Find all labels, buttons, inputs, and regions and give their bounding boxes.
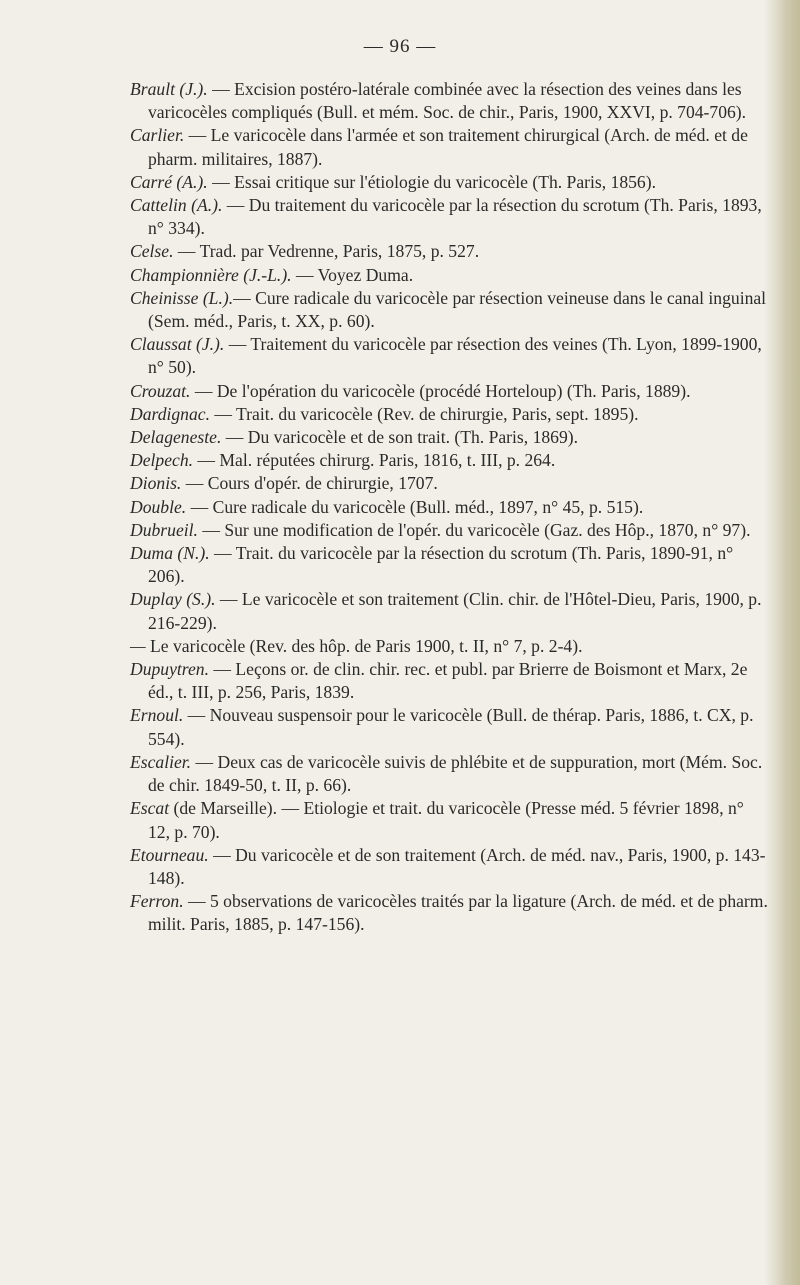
entry-author: Carré (A.). [130, 171, 208, 192]
bibliography-entry [130, 171, 770, 194]
bibliography-entry [130, 658, 770, 704]
entry-author: Cattelin (A.). [130, 195, 223, 216]
bibliography-entry [130, 78, 770, 124]
entry-author: Etourneau. [130, 844, 209, 865]
entry-text: — Trait. du varicocèle (Rev. de chirurgie, Paris, sept. 1895). [209, 403, 639, 424]
entry-text: — Trait. du varicocèle par la résection du scrotum (Th. Paris, 1890-91, n° 206). [148, 543, 734, 587]
bibliography-entry [130, 635, 770, 658]
entry-text: — Du varicocèle et de son trait. (Th. Paris, 1869). [221, 427, 579, 448]
entry-text: — De l'opération du varicocèle (procédé Horteloup) (Th. Paris, 1889). [190, 380, 691, 401]
entry-author: Ernoul. [130, 705, 184, 726]
entry-text: (de Marseille). — Etiologie et trait. du varicocèle (Presse méd. 5 février 1898, n° 12, p. 70). [148, 798, 744, 842]
entry-text: — Le varicocèle et son traitement (Clin. chir. de l'Hôtel-Dieu, Paris, 1900, p. 216-229). [148, 589, 762, 633]
bibliography-entry [130, 797, 770, 843]
entry-author: Duplay (S.). [130, 589, 216, 610]
entry-author: Celse. [130, 241, 174, 262]
entry-author: Escalier. [130, 751, 192, 772]
entry-text: — Traitement du varicocèle par résection des veines (Th. Lyon, 1899-1900, n° 50). [148, 334, 762, 378]
entry-author: Cheinisse (L.). [130, 287, 234, 308]
bibliography-entry [130, 890, 770, 936]
entry-text: — Sur une modification de l'opér. du varicocèle (Gaz. des Hôp., 1870, n° 97). [197, 519, 751, 540]
entry-author: Championnière (J.-L.). [130, 264, 292, 285]
bibliography-entry [130, 542, 770, 588]
entry-text: — Cure radicale du varicocèle par résection veineuse dans le canal inguinal (Sem. méd., Paris, t. XX, p. 60). [148, 287, 767, 332]
entry-author: Escat [130, 798, 170, 819]
entry-author: Double. [130, 496, 187, 517]
entry-author: Dupuytren. [130, 659, 209, 680]
entry-text: — Trad. par Vedrenne, Paris, 1875, p. 527. [173, 241, 480, 262]
entry-text: — Excision postéro-latérale combinée avec la résection des veines dans les varicocèles compliqués (Bull. et mém. Soc. de chir., Paris, 1900, XXVI, p. 704-706). [148, 79, 747, 123]
bibliography-entry [130, 472, 770, 495]
bibliography-entry [130, 194, 770, 240]
bibliography-entry [130, 496, 770, 519]
entry-text: — Le varicocèle dans l'armée et son traitement chirurgical (Arch. de méd. et de pharm. militaires, 1887). [148, 125, 748, 169]
entry-text: — Cure radicale du varicocèle (Bull. méd., 1897, n° 45, p. 515). [186, 496, 644, 517]
entry-text: Le varicocèle (Rev. des hôp. de Paris 1900, t. II, n° 7, p. 2-4). [145, 635, 583, 656]
entry-author: Claussat (J.). [130, 334, 225, 355]
entry-text: — 5 observations de varicocèles traités par la ligature (Arch. de méd. et de pharm. milit. Paris, 1885, p. 147-156). [148, 891, 768, 935]
entry-text: — Essai critique sur l'étiologie du varicocèle (Th. Paris, 1856). [207, 171, 656, 192]
entry-text: — Du varicocèle et de son traitement (Arch. de méd. nav., Paris, 1900, p. 143-148). [148, 844, 766, 888]
entry-author: Delageneste. [130, 427, 222, 448]
entry-text: — Nouveau suspensoir pour le varicocèle (Bull. de thérap. Paris, 1886, t. CX, p. 554). [148, 705, 754, 749]
bibliography-entry [130, 426, 770, 449]
bibliography-entry [130, 380, 770, 403]
bibliography-entry [130, 519, 770, 542]
bibliography-list [130, 78, 770, 937]
bibliography-entry [130, 751, 770, 797]
entry-text: — Voyez Duma. [291, 264, 414, 285]
bibliography-entry [130, 449, 770, 472]
bibliography-entry [130, 287, 770, 333]
entry-text: — Deux cas de varicocèle suivis de phlébite et de suppuration, mort (Mém. Soc. de chir. 1849-50, t. II, p. 66). [148, 751, 763, 796]
entry-text: — Leçons or. de clin. chir. rec. et publ. par Brierre de Boismont et Marx, 2e éd., t. III, p. 256, Paris, 1839. [148, 659, 748, 703]
bibliography-entry [130, 333, 770, 379]
bibliography-entry [130, 264, 770, 287]
entry-author: Dionis. [130, 473, 182, 494]
entry-author: Crouzat. [130, 380, 191, 401]
bibliography-entry [130, 124, 770, 170]
page-number: — 96 — [363, 36, 437, 57]
bibliography-entry [130, 403, 770, 426]
entry-author: Ferron. [130, 891, 184, 912]
entry-text: — Mal. réputées chirurg. Paris, 1816, t. III, p. 264. [193, 450, 556, 471]
entry-author: Dardignac. [130, 403, 210, 424]
entry-text: — Cours d'opér. de chirurgie, 1707. [181, 473, 438, 494]
bibliography-entry [130, 844, 770, 890]
bibliography-entry [130, 704, 770, 750]
entry-author: Duma (N.). [130, 543, 210, 564]
entry-author: Carlier. [130, 125, 185, 146]
entry-author: — [130, 635, 146, 656]
bibliography-entry [130, 588, 770, 634]
bibliography-entry [130, 240, 770, 263]
entry-author: Delpech. [130, 450, 194, 471]
entry-text: — Du traitement du varicocèle par la résection du scrotum (Th. Paris, 1893, n° 334). [148, 195, 762, 239]
entry-author: Dubrueil. [130, 519, 198, 540]
entry-author: Brault (J.). [130, 79, 208, 99]
